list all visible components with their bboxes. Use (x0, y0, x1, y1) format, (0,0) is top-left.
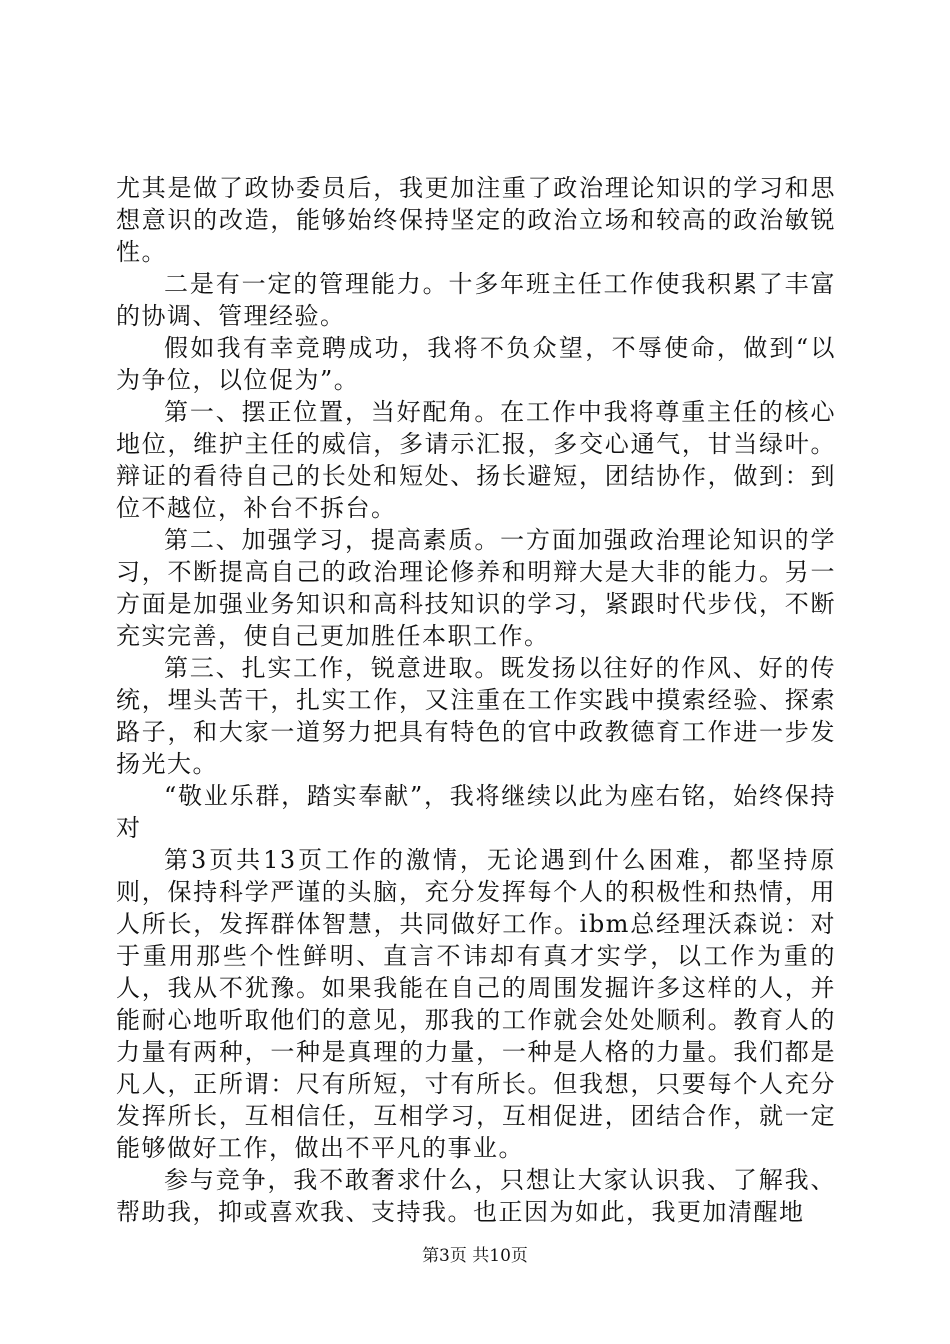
paragraph-management-ability: 二是有一定的管理能力。十多年班主任工作使我积累了丰富的协调、管理经验。 (116, 270, 836, 330)
paragraph-motto: “敬业乐群，踏实奉献”，我将继续以此为座右铭，始终保持对 (116, 782, 836, 842)
paragraph-continuation: 尤其是做了政协委员后，我更加注重了政治理论知识的学习和思想意识的改造，能够始终保持坚定的政治立场和较高的政治敏锐性。 (116, 174, 836, 266)
paragraph-first-point: 第一、摆正位置，当好配角。在工作中我将尊重主任的核心地位，维护主任的威信，多请示汇报，多交心通气，甘当绿叶。辩证的看待自己的长处和短处、扬长避短，团结协作，做到：到位不越位，补台不拆台。 (116, 398, 836, 522)
paragraph-competition: 参与竞争，我不敢奢求什么，只想让大家认识我、了解我、帮助我，抑或喜欢我、支持我。也正因为如此，我更加清醒地 (116, 1166, 836, 1226)
page-footer (0, 1244, 950, 1268)
document-body (116, 172, 836, 1228)
paragraph-second-point: 第二、加强学习，提高素质。一方面加强政治理论知识的学习，不断提高自己的政治理论修养和明辩大是大非的能力。另一方面是加强业务知识和高科技知识的学习，紧跟时代步伐，不断充实完善，使自己更加胜任本职工作。 (116, 526, 836, 650)
page-number-label: 第3页 共10页 (422, 1246, 528, 1266)
paragraph-if-successful: 假如我有幸竞聘成功，我将不负众望，不辱使命，做到“以为争位，以位促为”。 (116, 334, 836, 394)
paragraph-work-passion: 第3页共13页工作的激情，无论遇到什么困难，都坚持原则，保持科学严谨的头脑，充分发挥每个人的积极性和热情，用人所长，发挥群体智慧，共同做好工作。ibm总经理沃森说：对于重用那些个性鲜明、直言不讳却有真才实学，以工作为重的人，我从不犹豫。如果我能在自己的周围发掘许多这样的人，并能耐心地听取他们的意见，那我的工作就会处处顺利。教育人的力量有两种，一种是真理的力量，一种是人格的力量。我们都是凡人，正所谓：尺有所短，寸有所长。但我想，只要每个人充分发挥所长，互相信任，互相学习，互相促进，团结合作，就一定能够做好工作，做出不平凡的事业。 (116, 846, 836, 1162)
paragraph-third-point: 第三、扎实工作，锐意进取。既发扬以往好的作风、好的传统，埋头苦干，扎实工作，又注重在工作实践中摸索经验、探索路子，和大家一道努力把具有特色的官中政教德育工作进一步发扬光大。 (116, 654, 836, 778)
